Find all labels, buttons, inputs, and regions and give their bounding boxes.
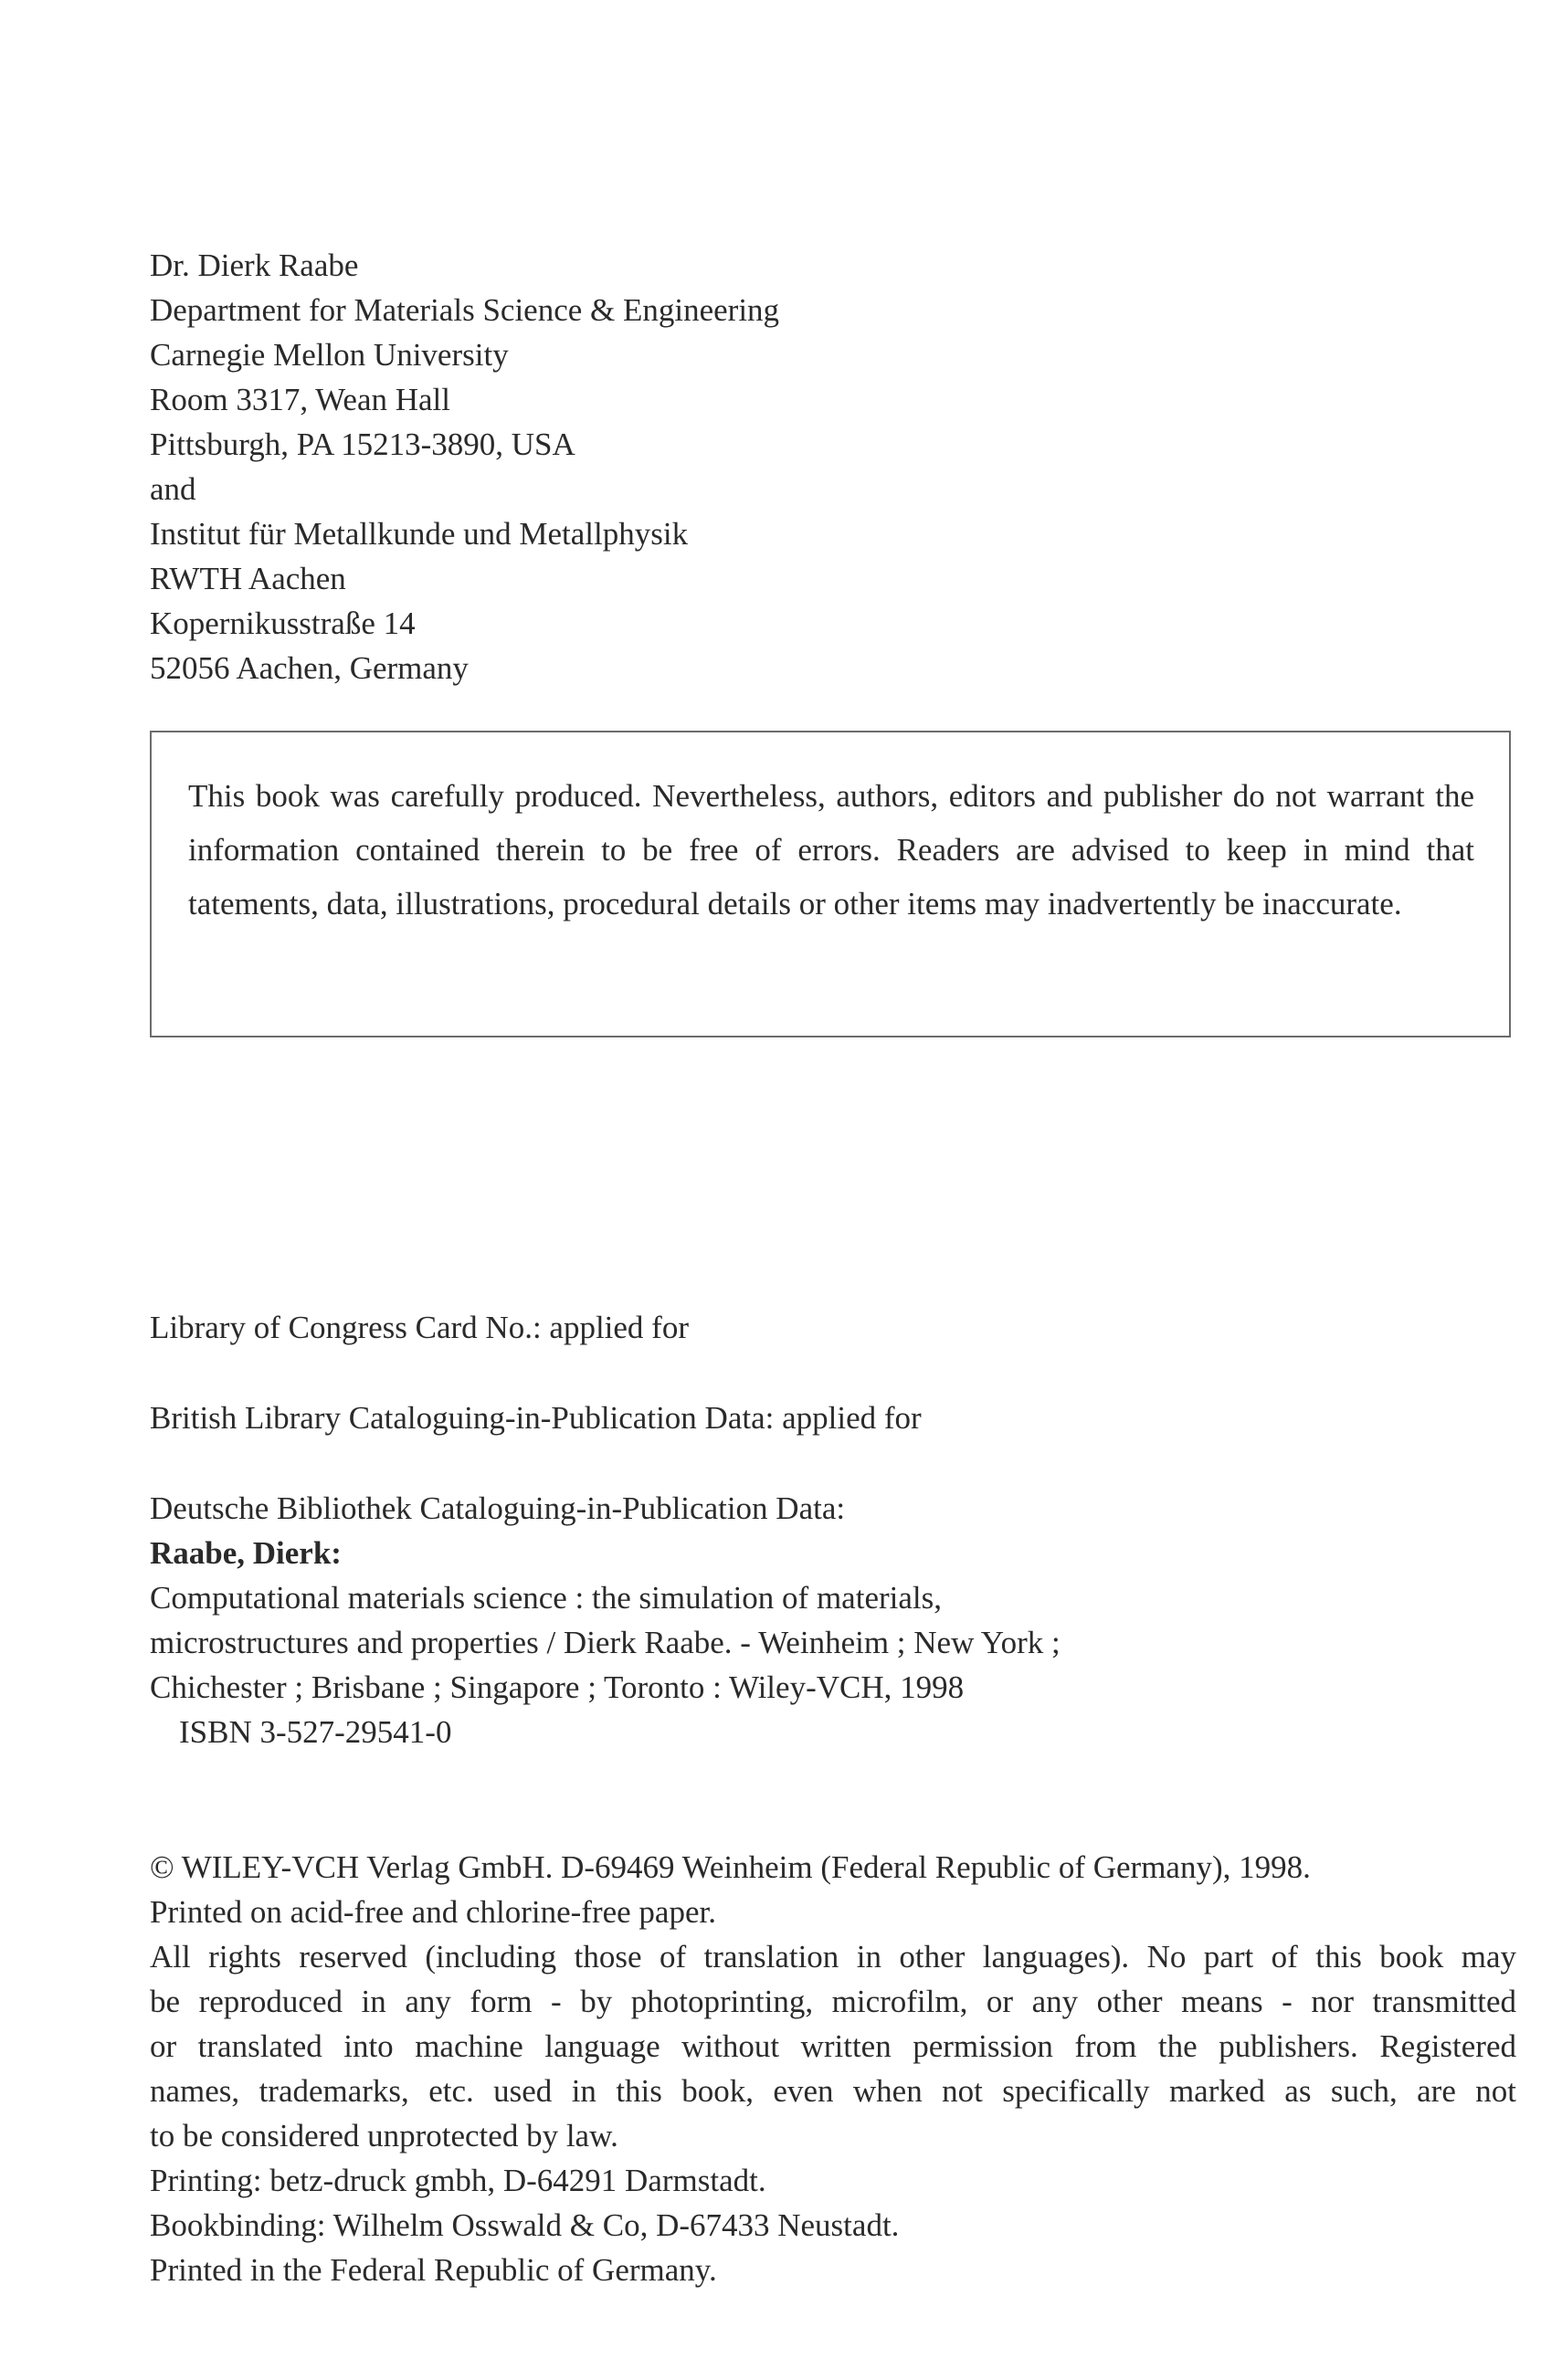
rights-line: names, trademarks, etc. used in this book, even when not specifically marked as such, are not xyxy=(150,2073,1516,2109)
rights-line-last: to be considered unprotected by law. xyxy=(150,2118,618,2154)
address-line: Carnegie Mellon University xyxy=(150,337,509,373)
catalog-entry-line: microstructures and properties / Dierk Raabe. - Weinheim ; New York ; xyxy=(150,1625,1061,1660)
disclaimer-box xyxy=(150,731,1511,1037)
bookbinding-note: Bookbinding: Wilhelm Osswald & Co, D-67433 Neustadt. xyxy=(150,2207,900,2243)
catalog-entry-line: Chichester ; Brisbane ; Singapore ; Toronto : Wiley-VCH, 1998 xyxy=(150,1669,965,1705)
catalog-author: Raabe, Dierk: xyxy=(150,1535,342,1571)
catalog-isbn: ISBN 3-527-29541-0 xyxy=(179,1714,452,1750)
disclaimer-text: This book was carefully produced. Nevertheless, authors, editors and publisher do not warrant the information contained therein to be free of errors. Readers are advised to keep in mind that tatements, data, illustrations, procedural details or other items may inadvertently be inaccurate. xyxy=(188,778,1474,921)
author-address xyxy=(150,243,779,690)
library-of-congress-text: Library of Congress Card No.: applied for xyxy=(150,1310,689,1345)
address-line: Room 3317, Wean Hall xyxy=(150,382,450,417)
library-of-congress xyxy=(150,1305,689,1350)
address-line: 52056 Aachen, Germany xyxy=(150,650,469,686)
address-line: Pittsburgh, PA 15213-3890, USA xyxy=(150,427,575,462)
rights-line: or translated into machine language without written permission from the publishers. Registered xyxy=(150,2028,1516,2064)
british-library xyxy=(150,1395,922,1440)
british-library-text: British Library Cataloguing-in-Publication Data: applied for xyxy=(150,1400,922,1436)
copyright-section xyxy=(150,1845,1516,2292)
address-line: RWTH Aachen xyxy=(150,561,346,596)
deutsche-bibliothek xyxy=(150,1486,1061,1754)
printing-note: Printing: betz-druck gmbh, D-64291 Darmstadt. xyxy=(150,2163,766,2198)
address-line: Institut für Metallkunde und Metallphysik xyxy=(150,516,689,552)
address-line: Dr. Dierk Raabe xyxy=(150,247,359,283)
address-line: and xyxy=(150,471,196,507)
copyright-line: © WILEY-VCH Verlag GmbH. D-69469 Weinheim (Federal Republic of Germany), 1998. xyxy=(150,1849,1311,1885)
deutsche-bibliothek-heading: Deutsche Bibliothek Cataloguing-in-Publication Data: xyxy=(150,1490,846,1526)
catalog-entry-line: Computational materials science : the simulation of materials, xyxy=(150,1580,942,1616)
rights-line: be reproduced in any form - by photoprinting, microfilm, or any other means - nor transmitted xyxy=(150,1984,1516,2019)
address-line: Department for Materials Science & Engineering xyxy=(150,292,780,328)
address-line: Kopernikusstraße 14 xyxy=(150,606,416,641)
printed-in-note: Printed in the Federal Republic of Germany. xyxy=(150,2252,717,2288)
rights-line: All rights reserved (including those of translation in other languages). No part of this book may xyxy=(150,1939,1516,1975)
paper-note: Printed on acid-free and chlorine-free paper. xyxy=(150,1894,716,1930)
